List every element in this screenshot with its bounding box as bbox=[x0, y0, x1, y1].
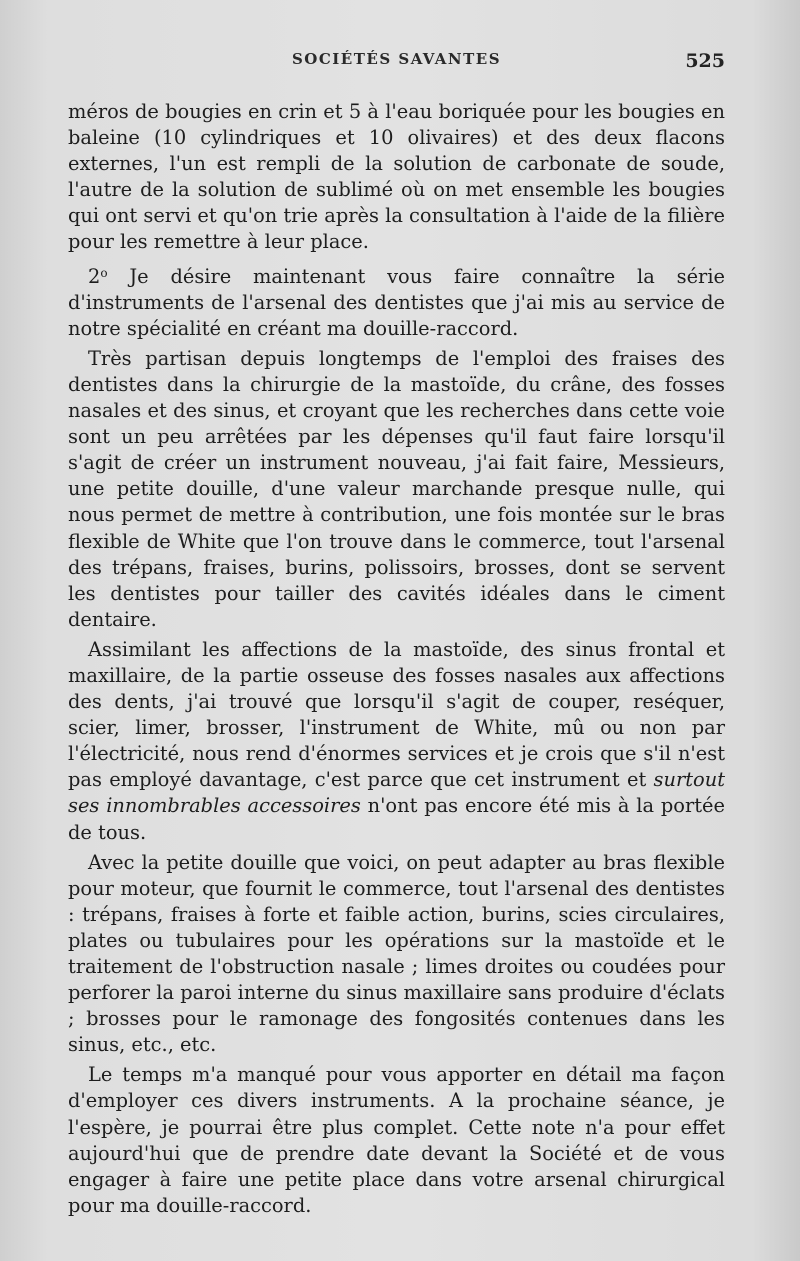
paragraph-text-before: Assimilant les affections de la mastoïde, des sinus frontal et maxillaire, de la partie osseuse des fosses nasales aux affections des dents, j'ai trouvé que lorsqu'il s'agit de couper, reséquer, scier, limer, brosser, l'instrument de White, mû ou non par l'électricité, nous rend d'énormes services et je crois que s'il n'est pas employé davantage, c'est parce que cet instrument et bbox=[68, 637, 725, 792]
paragraph-text: Je désire maintenant vous faire connaître la série d'instruments de l'arsenal des dentistes que j'ai mis au service de notre spécialité en créant ma douille-raccord. bbox=[68, 264, 725, 340]
paragraph-numbered-point bbox=[68, 260, 725, 342]
page-body bbox=[68, 99, 725, 1219]
paragraph-dental-burs: Très partisan depuis longtemps de l'emploi des fraises des dentistes dans la chirurgie de la mastoïde, du crâne, des fosses nasales et des sinus, et croyant que les recherches dans cette voie sont un peu arrêtées par les dépenses qu'il faut faire lorsqu'il s'agit de créer un instrument nouveau, j'ai fait faire, Messieurs, une petite douille, d'une valeur marchande presque nulle, qui nous permet de mettre à contribution, une fois montée sur le bras flexible de White que l'on trouve dans le commerce, tout l'arsenal des trépans, fraises, burins, polissoirs, brosses, dont se servent les dentistes pour tailler des cavités idéales dans le ciment dentaire. bbox=[68, 346, 725, 631]
point-number-ordinal: o bbox=[100, 265, 108, 280]
paragraph-text-after: n'ont pas encore été mis à la portée de tous. bbox=[68, 794, 725, 844]
paragraph-conclusion: Le temps m'a manqué pour vous apporter en détail ma façon d'employer ces divers instruments. A la prochaine séance, je l'espère, je pourrai être plus complet. Cette note n'a pour effet aujourd'hui que de prendre date devant la Société et de vous engager à faire une petite place dans votre arsenal chirurgical pour ma douille-raccord. bbox=[68, 1063, 725, 1217]
paragraph-white-instrument bbox=[68, 637, 725, 846]
point-number: 2 bbox=[88, 264, 101, 288]
page-number: 525 bbox=[685, 50, 725, 72]
paragraph-continuation: méros de bougies en crin et 5 à l'eau boriquée pour les bougies en baleine (10 cylindriques et 10 olivaires) et des deux flacons externes, l'un est rempli de la solution de carbonate de soude, l'autre de la solution de sublimé où on met ensemble les bougies qui ont servi et qu'on trie après la consultation à l'aide de la filière pour les remettre à leur place. bbox=[68, 100, 725, 254]
italic-emphasis: surtout ses innombrables accessoires bbox=[68, 768, 725, 818]
page-header bbox=[68, 50, 725, 80]
paragraph-socket-usage: Avec la petite douille que voici, on peut adapter au bras flexible pour moteur, que fournit le commerce, tout l'arsenal des dentistes : trépans, fraises à forte et faible action, burins, scies circulaires, plates ou tubulaires pour les opérations sur la mastoïde et le traitement de l'obstruction nasale ; limes droites ou coudées pour perforer la paroi interne du sinus maxillaire sans produire d'éclats ; brosses pour le ramonage des fongosités contenues dans les sinus, etc., etc. bbox=[68, 850, 725, 1057]
running-title: SOCIÉTÉS SAVANTES bbox=[291, 50, 502, 68]
